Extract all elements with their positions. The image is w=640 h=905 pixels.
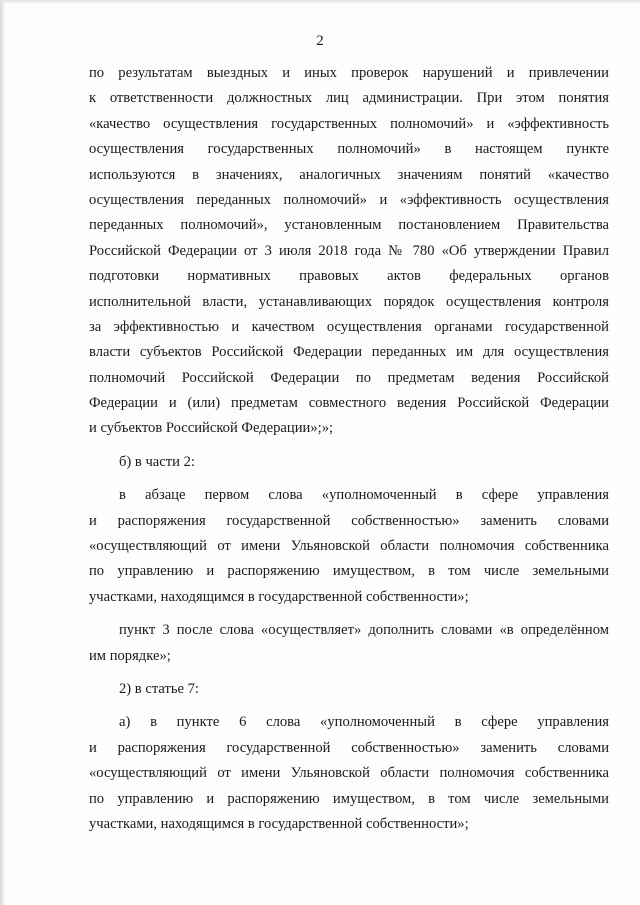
paragraph-punkt-3 (89, 618, 609, 669)
text-line: Российской Федерации от 3 июля 2018 года № 780 «Об утверждении Правил (89, 242, 609, 259)
text-line: осуществления государственных полномочий» в настоящем пункте (89, 141, 609, 158)
text-line: 2) в статье 7: (119, 680, 199, 697)
text-line: полномочий Российской Федерации по предметам ведения Российской (89, 369, 609, 386)
text-line: по результатам выездных и иных проверок нарушений и привлечении (89, 65, 609, 81)
scan-shadow-left (0, 0, 6, 905)
text-line: «осуществляющий от имени Ульяновской области полномочия собственника (89, 765, 609, 782)
text-line: подготовки нормативных правовых актов федеральных органов (89, 268, 609, 285)
text-line: Федерации и (или) предметам совместного ведения Российской Федерации (89, 395, 609, 412)
text-line: пункт 3 после слова «осуществляет» дополнить словами «в определённом (119, 622, 609, 639)
text-line: «качество осуществления государственных полномочий» и «эффективность (89, 115, 609, 132)
text-line: по управлению и распоряжению имуществом, в том числе земельными (89, 790, 609, 807)
text-line: по управлению и распоряжению имуществом, в том числе земельными (89, 563, 609, 580)
text-line: исполнительной власти, устанавливающих порядок осуществления контроля (89, 293, 609, 310)
text-line: переданных полномочий», установленным постановлением Правительства (89, 217, 609, 234)
paragraph-item-2 (89, 677, 609, 702)
page-number: 2 (316, 33, 324, 49)
text-line: власти субъектов Российской Федерации переданных им для осуществления (89, 344, 609, 361)
text-line: б) в части 2: (119, 453, 195, 470)
text-line: участками, находящимся в государственной собственности»; (89, 588, 469, 605)
document-body (89, 61, 609, 837)
text-line: «осуществляющий от имени Ульяновской области полномочия собственника (89, 538, 609, 555)
paragraph-abzac-first (89, 483, 609, 610)
text-line: им порядке»; (89, 647, 171, 664)
paragraph-continuation (89, 61, 609, 442)
text-line: осуществления переданных полномочий» и «эффективность осуществления (89, 191, 609, 208)
text-line: участками, находящимся в государственной собственности»; (89, 815, 469, 832)
text-line: в абзаце первом слова «уполномоченный в сфере управления (119, 487, 609, 504)
paragraph-item-a (89, 710, 609, 837)
scan-shadow-top (0, 0, 640, 4)
text-line: и распоряжения государственной собственностью» заменить словами (89, 739, 609, 756)
paragraph-item-b (89, 450, 609, 475)
text-line: к ответственности должностных лиц администрации. При этом понятия (89, 90, 609, 107)
text-line: а) в пункте 6 слова «уполномоченный в сфере управления (119, 714, 609, 731)
text-line: используются в значениях, аналогичных значениям понятий «качество (89, 166, 609, 183)
text-line: за эффективностью и качеством осуществления органами государственной (89, 318, 609, 335)
text-line: и субъектов Российской Федерации»;»; (89, 420, 334, 437)
text-line: и распоряжения государственной собственностью» заменить словами (89, 512, 609, 529)
